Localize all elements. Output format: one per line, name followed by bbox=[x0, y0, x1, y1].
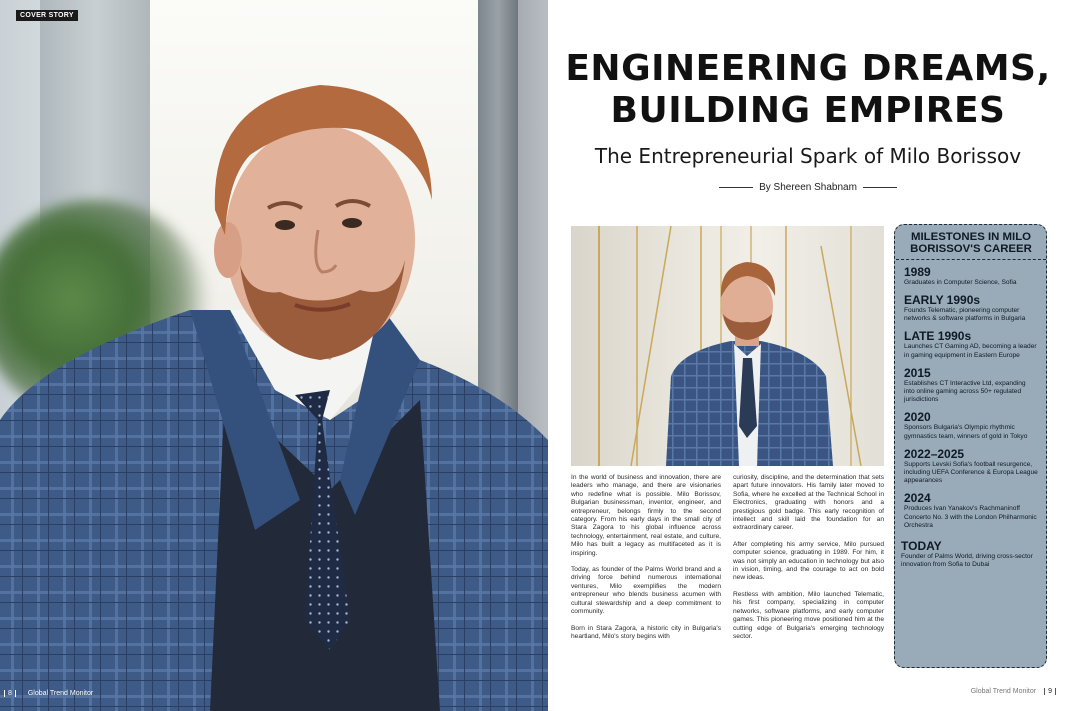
portrait-photo-small-art bbox=[571, 226, 884, 466]
milestone-year: 2022–2025 bbox=[904, 446, 965, 461]
milestones-sidebar bbox=[894, 224, 1047, 668]
paragraph: Today, as founder of the Palms World brand and a driving force behind numerous international ventures, Milo exemplifies the modern entrepreneur who blends business acumen with cultural stewardship and a deep commitment to community. bbox=[571, 566, 721, 616]
headline-line-1: ENGINEERING DREAMS, bbox=[565, 48, 1051, 89]
magazine-name-left: Global Trend Monitor bbox=[27, 690, 94, 697]
page-number-left: 8 bbox=[4, 690, 16, 697]
milestone-item bbox=[904, 266, 1038, 287]
paragraph: Restless with ambition, Milo launched Telematic, his first company, specializing in computer networks, software platforms, and early computer games. This pioneering move positioned him at the cutting edge of Bulgaria's emerging technology sector. bbox=[733, 590, 884, 640]
byline-rule-left bbox=[719, 187, 753, 188]
body-column-1 bbox=[571, 474, 721, 649]
milestone-year: TODAY bbox=[901, 539, 942, 554]
milestone-item bbox=[904, 294, 1038, 323]
milestone-desc: Founds Telematic, pioneering computer networks & software platforms in Bulgaria bbox=[904, 307, 1026, 323]
milestone-year: 1989 bbox=[904, 264, 931, 279]
body-column-2 bbox=[733, 474, 884, 649]
magazine-name-right: Global Trend Monitor bbox=[970, 688, 1037, 695]
milestones-title: MILESTONES IN MILO BORISSOV'S CAREER bbox=[910, 231, 1032, 256]
milestone-item bbox=[904, 330, 1038, 359]
headline-line-2: BUILDING EMPIRES bbox=[610, 90, 1006, 131]
headline bbox=[548, 48, 1068, 132]
subheadline: The Entrepreneurial Spark of Milo Borissov bbox=[594, 144, 1022, 168]
milestone-year: EARLY 1990s bbox=[904, 293, 981, 308]
portrait-photo-small bbox=[571, 226, 884, 466]
section-tag: COVER STORY bbox=[16, 10, 78, 21]
paragraph: curiosity, discipline, and the determination that sets apart future innovators. His family later moved to Sofia, where he excelled at the Technical School in Electronics, graduating with honors and a prestigious gold badge. This early recognition of intellect and skill laid the foundation for an extraordinary career. bbox=[733, 474, 884, 532]
byline-text: By Shereen Shabnam bbox=[759, 182, 857, 193]
milestone-desc: Produces Ivan Yanakov's Rachmaninoff Concerto No. 3 with the London Philharmonic Orchestra bbox=[904, 505, 1037, 529]
byline-rule-right bbox=[863, 187, 897, 188]
milestone-item bbox=[904, 448, 1038, 486]
milestone-year: 2024 bbox=[904, 491, 931, 506]
milestone-year: 2015 bbox=[904, 365, 931, 380]
milestone-item bbox=[904, 411, 1038, 440]
milestones-divider bbox=[896, 259, 1046, 260]
byline bbox=[548, 182, 1068, 193]
milestone-desc: Establishes CT Interactive Ltd, expanding into online gaming across 50+ regulated jurisdictions bbox=[904, 379, 1026, 404]
milestone-year: 2020 bbox=[904, 410, 931, 425]
paragraph: Born in Stara Zagora, a historic city in Bulgaria's heartland, Milo's story begins with bbox=[571, 624, 721, 640]
portrait-photo-large bbox=[0, 60, 548, 711]
page-number-right: 9 bbox=[1044, 688, 1056, 695]
footer-right bbox=[971, 688, 1056, 695]
paragraph: In the world of business and innovation, there are leaders who manage, and there are visionaries who redefine what is possible. Milo Borissov, Bulgarian businessman, inventor, engineer, and entrepreneur, belongs firmly to the second category. From his early days in the small city of Stara Zagora to his global influence across technology, entertainment, real estate, and culture, Milo has built a legacy as multifaceted as it is inspiring. bbox=[571, 474, 721, 557]
footer-left bbox=[4, 690, 93, 697]
right-page bbox=[548, 0, 1068, 711]
milestone-desc: Sponsors Bulgaria's Olympic rhythmic gymnastics team, winners of gold in Tokyo bbox=[904, 424, 1028, 440]
milestone-desc: Founder of Palms World, driving cross-sector innovation from Sofia to Dubai bbox=[901, 553, 1033, 569]
milestone-desc: Graduates in Computer Science, Sofia bbox=[904, 278, 1017, 286]
milestone-year: LATE 1990s bbox=[904, 329, 972, 344]
milestone-desc: Supports Levski Sofia's football resurgence, including UEFA Conference & Europa League appearances bbox=[904, 460, 1038, 485]
paragraph: After completing his army service, Milo pursued computer science, graduating in 1989. For him, it was not simply an education in technology but also in vision, timing, and the courage to act on bold new ideas. bbox=[733, 540, 884, 582]
milestone-item-today bbox=[901, 540, 1038, 569]
milestone-item bbox=[904, 492, 1038, 530]
milestone-desc: Launches CT Gaming AD, becoming a leader in gaming equipment in Eastern Europe bbox=[904, 343, 1037, 359]
milestone-item bbox=[904, 367, 1038, 405]
